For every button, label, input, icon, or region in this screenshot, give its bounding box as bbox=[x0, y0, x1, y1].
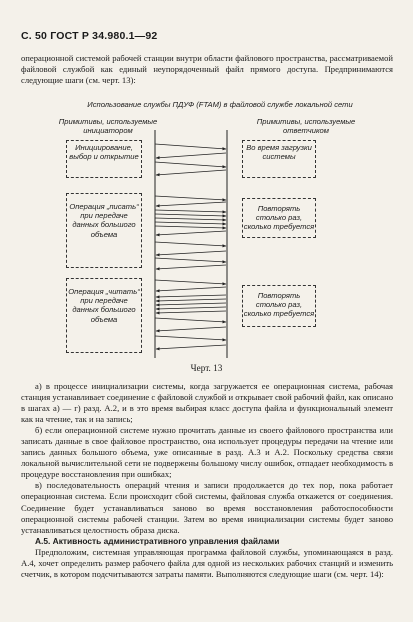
init-arrows bbox=[155, 144, 226, 175]
left-box-init: Инициирование, выбор и открытие bbox=[66, 140, 142, 178]
read-arrows bbox=[155, 280, 226, 349]
section-heading: А.5. Активность административного управления файлами bbox=[35, 535, 280, 546]
left-box-read: Операция „читать“ при передаче данных большого объема bbox=[66, 278, 142, 353]
left-box-write: Операция „писать“ при передаче данных большого объема bbox=[66, 193, 142, 268]
figure-caption: Черт. 13 bbox=[190, 363, 223, 373]
paragraph-a5: Предположим, системная управляющая программа файловой службы, упоминающаяся в разд. А.4, хочет определить размер рабочего файла для одной из нескольких рабочих станций и изменить счетчик, в котором подсчитываются затраты памяти. Выполняются следующие шаги (см. черт. 14): bbox=[21, 546, 393, 579]
right-box-boot: Во время загрузки системы bbox=[242, 140, 316, 178]
paragraph-a: а) в процессе инициализации системы, когда загружается ее операционная система, рабочая станция устанавливает соединение с файловой службой и открывает свой рабочий файл, как описано в шагах а) — г) разд. А.2, и в это время выбирая класс доступа файла и функциональный элемент как на чтение, так и на запись; bbox=[21, 381, 393, 425]
left-column-header: Примитивы, используемые инициатором bbox=[58, 117, 158, 136]
page-header: С. 50 ГОСТ Р 34.980.1—92 bbox=[21, 30, 158, 42]
intro-paragraph: операционной системой рабочей станции внутри области файлового пространства, рассматриваемой файловой службой как единый неупорядоченный файл прямого доступа. Предпринимаются следующие шаги (см. черт. 13): bbox=[21, 53, 393, 86]
body-text bbox=[21, 381, 393, 580]
right-box-repeat-read: Повторять столько раз, сколько требуется bbox=[242, 285, 316, 327]
right-box-repeat-write: Повторять столько раз, сколько требуется bbox=[242, 198, 316, 238]
write-arrows bbox=[155, 196, 226, 269]
diagram-title: Использование службы ПДУФ (FTAM) в файловой службе локальной сети bbox=[87, 100, 353, 109]
paragraph-b: б) если операционной системе нужно прочитать данные из своего файлового пространства или записать данные в свое файловое пространство, она использует процедуры передачи на чтение или запись данных большого объема, уже описанные в разд. А.3 и А.2. Поскольку средства связи локальной вычислительной сети не подвержены большому числу ошибок, отпадает необходимость в процедуре восстановления при ошибках; bbox=[21, 425, 393, 480]
paragraph-c: в) последовательность операций чтения и записи продолжается до тех пор, пока работает операционная система. Если происходит сбой системы, файловая служба откажется от соединения. Соединение будет устанавливаться заново во время восстановления работоспособности операционной системы рабочей станции. Затем во время инициализации системы будет заново устанавливаться целостность образа диска. bbox=[21, 480, 393, 535]
right-column-header: Примитивы, используемые ответчиком bbox=[256, 117, 356, 136]
